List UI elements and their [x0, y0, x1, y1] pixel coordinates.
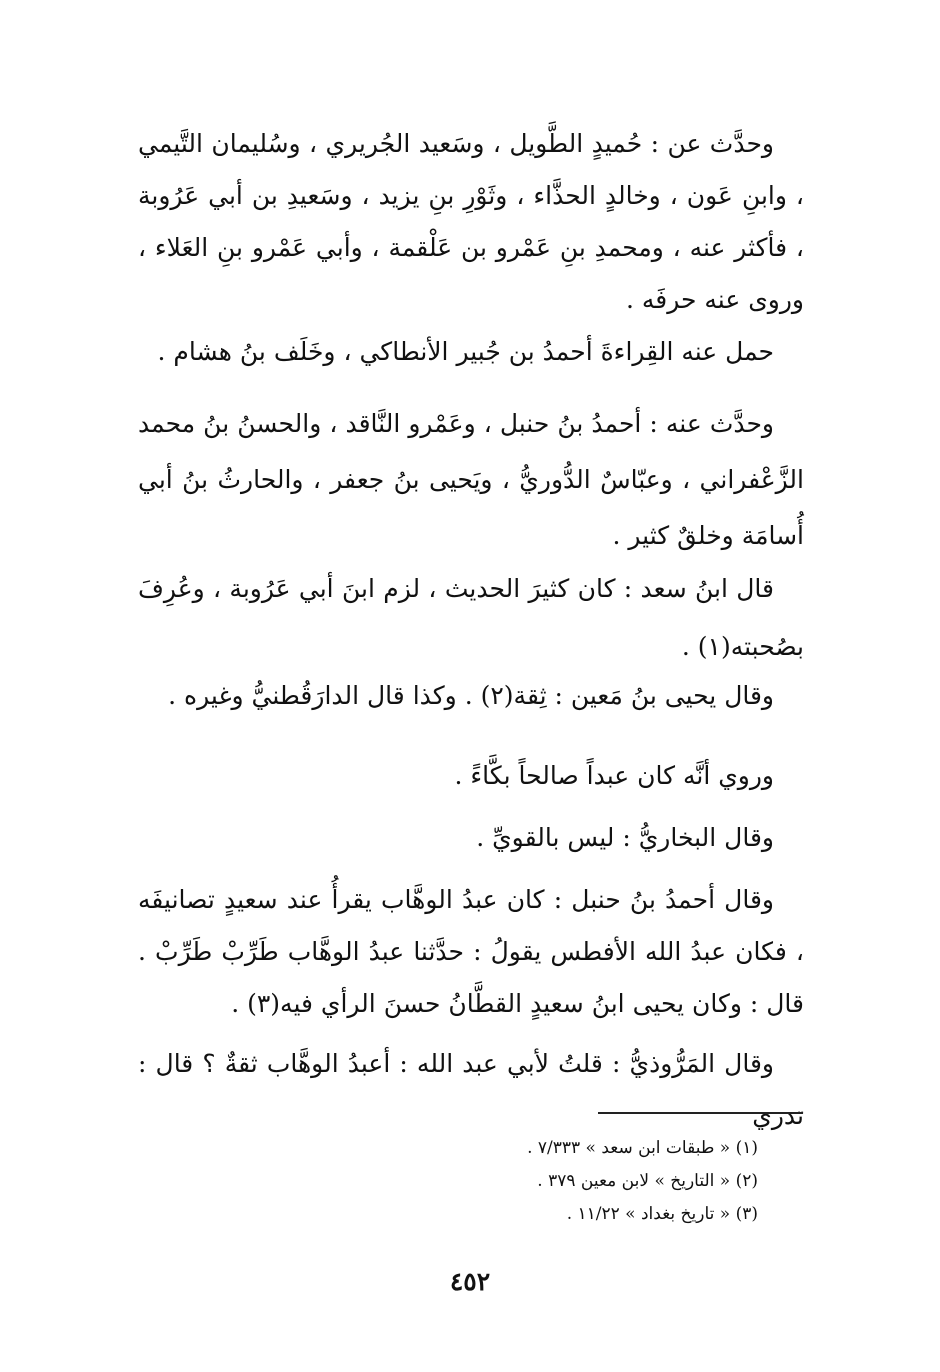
paragraph-recitation: حمل عنه القِراءةَ أحمدُ بن جُبير الأنطاكي ، وخَلَف بنُ هشام . [157, 337, 774, 366]
paragraph-ibn-saad: قال ابنُ سعد : كان كثيرَ الحديث ، لزم ابنَ أبي عَرُوبة ، وعُرِفَ بصُحبته(١) . [138, 574, 804, 661]
paragraph-narrated-by: وحدَّث عنه : أحمدُ بنُ حنبل ، وعَمْرو النَّاقد ، والحسنُ بنُ محمد الزَّعْفراني ، وعبّاسٌ الدُّوريُّ ، ويَحيى بنُ جعفر ، والحارثُ بنُ أبي أُسامَة وخلقٌ كثير . [138, 409, 804, 550]
footnote-1: (١) « طبقات ابن سعد » ٧/٣٣٣ . [527, 1138, 758, 1158]
paragraph-bukhari: وقال البخاريُّ : ليس بالقويِّ . [476, 823, 774, 852]
footnote-3: (٣) « تاريخ بغداد » ١١/٢٢ . [566, 1204, 758, 1224]
paragraph-ahmad: وقال أحمدُ بنُ حنبل : كان عبدُ الوهَّاب يقرأُ عند سعيدٍ تصانيفَه ، فكان عبدُ الله الأفطس يقولُ : حدَّثنا عبدُ الوهَّاب طَرِّبْ طَرِّبْ . قال : وكان يحيى ابنُ سعيدٍ القطَّانُ حسنَ الرأي فيه(٣) . [138, 885, 804, 1018]
paragraph-marwazi: وقال المَرُّوذيُّ : قلتُ لأبي عبد الله : أعبدُ الوهَّاب ثقةٌ ؟ قال : تدري [138, 1049, 804, 1130]
paragraph-righteous: وروي أنَّه كان عبداً صالحاً بكَّاءً . [454, 761, 774, 790]
page-number: ٤٥٢ [449, 1267, 491, 1296]
footnote-2: (٢) « التاريخ » لابن معين ٣٧٩ . [537, 1171, 758, 1191]
footnote-divider [598, 1112, 803, 1114]
paragraph-narrators-from: وحدَّث عن : حُميدٍ الطَّويل ، وسَعيد الجُريري ، وسُليمان التَّيمي ، وابنِ عَون ، وخالدٍ الحذَّاء ، وثَوْرِ بنِ يزيد ، وسَعيدِ بن أبي عَرُوبة ، فأكثر عنه ، ومحمدِ بنِ عَمْرو بن عَلْقمة ، وأبي عَمْرو بنِ العَلاء ، وروى عنه حرفَه . [138, 129, 804, 314]
paragraph-ibn-maeen: وقال يحيى بنُ مَعين : ثِقة(٢) . وكذا قال الدارَقُطنيُّ وغيره . [168, 681, 774, 710]
footnotes [400, 1132, 758, 1231]
